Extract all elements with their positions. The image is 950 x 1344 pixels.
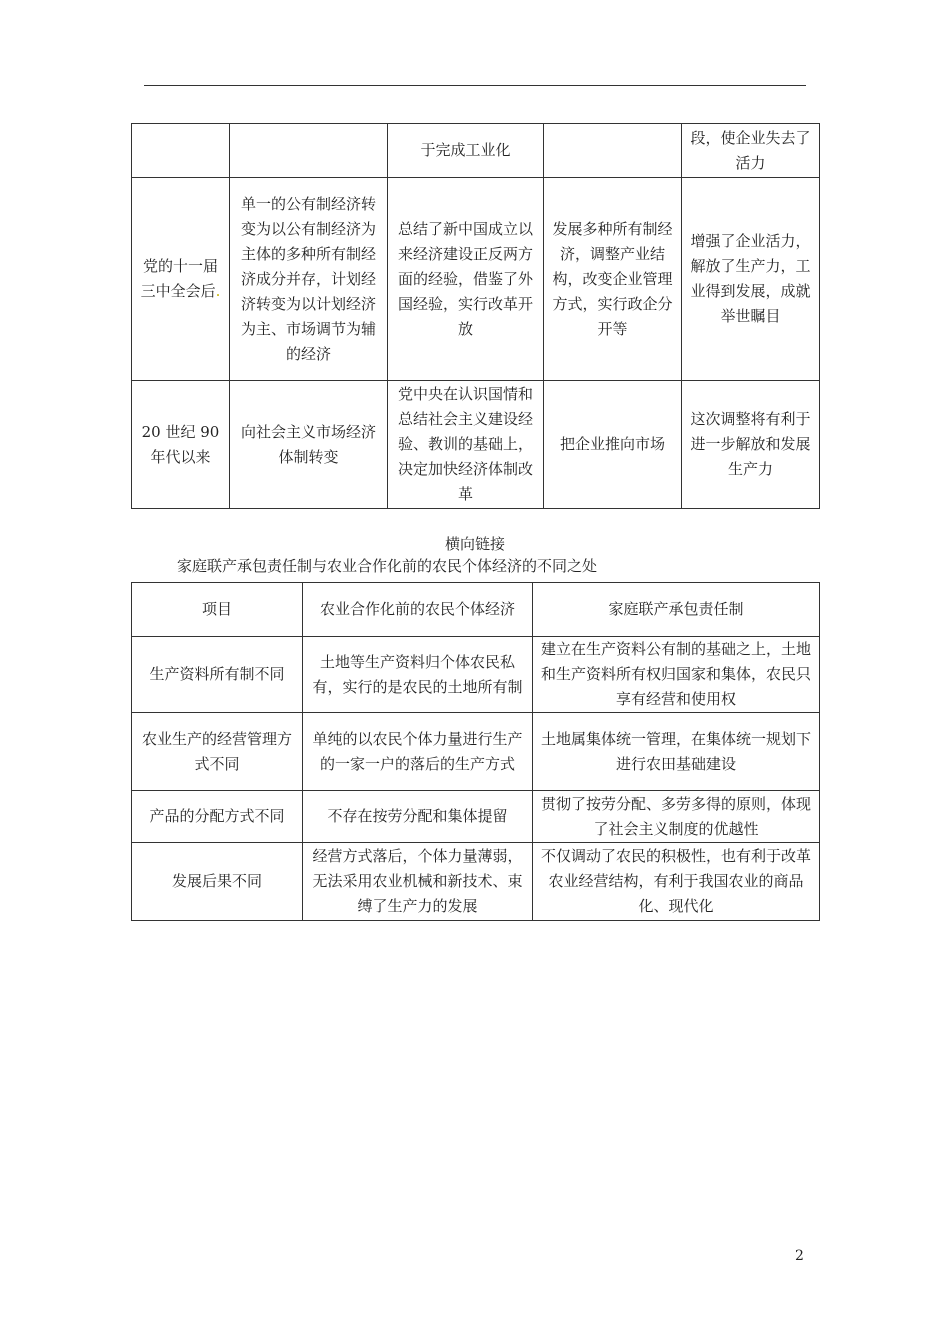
header-rule — [144, 85, 806, 86]
table-cell: 建立在生产资料公有制的基础之上，土地和生产资料所有权归国家和集体，农民只享有经营和使用权 — [533, 637, 820, 713]
table-cell: 把企业推向市场 — [544, 381, 682, 509]
table-row — [132, 381, 820, 509]
table-cell: 发展多种所有制经济，调整产业结构，改变企业管理方式，实行政企分开等 — [544, 178, 682, 381]
table-cell: 单纯的以农民个体力量进行生产的一家一户的落后的生产方式 — [303, 713, 533, 791]
table-cell: 土地属集体统一管理，在集体统一规划下进行农田基础建设 — [533, 713, 820, 791]
table-cell: 段，使企业失去了活力 — [682, 124, 820, 178]
table-row — [132, 637, 820, 713]
page-number: 2 — [795, 1248, 804, 1264]
stray-dot: . — [215, 282, 221, 300]
table-cell: 总结了新中国成立以来经济建设正反两方面的经验，借鉴了外国经验，实行改革开放 — [388, 178, 544, 381]
table-cell: 单一的公有制经济转变为以公有制经济为主体的多种所有制经济成分并存，计划经济转变为以计划经济为主、市场调节为辅的经济 — [230, 178, 388, 381]
table-row — [132, 791, 820, 843]
column-header: 项目 — [132, 583, 303, 637]
table-cell: 贯彻了按劳分配、多劳多得的原则，体现了社会主义制度的优越性 — [533, 791, 820, 843]
column-header: 农业合作化前的农民个体经济 — [303, 583, 533, 637]
table-cell: 生产资料所有制不同 — [132, 637, 303, 713]
table-cell — [544, 124, 682, 178]
table-cell: 20 世纪 90 年代以来 — [132, 381, 230, 509]
table-cell: 增强了企业活力，解放了生产力，工业得到发展，成就举世瞩目 — [682, 178, 820, 381]
table-cell: 于完成工业化 — [388, 124, 544, 178]
table-cell: 产品的分配方式不同 — [132, 791, 303, 843]
table-row — [132, 178, 820, 381]
table-header-row — [132, 583, 820, 637]
table-cell: 经营方式落后，个体力量薄弱，无法采用农业机械和新技术、束缚了生产力的发展 — [303, 843, 533, 921]
table-row — [132, 843, 820, 921]
section-title: 横向链接 — [444, 535, 505, 553]
table-cell: 向社会主义市场经济体制转变 — [230, 381, 388, 509]
table-cell — [132, 124, 230, 178]
period-label: 党的十一届三中全会后 — [140, 257, 218, 300]
table-cell: 这次调整将有利于进一步解放和发展生产力 — [682, 381, 820, 509]
table-cell: 党中央在认识国情和总结社会主义建设经验、教训的基础上，决定加快经济体制改革 — [388, 381, 544, 509]
table-cell: 不仅调动了农民的积极性，也有利于改革农业经营结构，有利于我国农业的商品化、现代化 — [533, 843, 820, 921]
table-row — [132, 124, 820, 178]
table-cell: 发展后果不同 — [132, 843, 303, 921]
table-cell: 不存在按劳分配和集体提留 — [303, 791, 533, 843]
table-cell — [230, 124, 388, 178]
table-row — [132, 713, 820, 791]
table-cell: 土地等生产资料归个体农民私有，实行的是农民的土地所有制 — [303, 637, 533, 713]
section-subtitle: 家庭联产承包责任制与农业合作化前的农民个体经济的不同之处 — [177, 557, 598, 575]
table-cell — [132, 178, 230, 381]
column-header: 家庭联产承包责任制 — [533, 583, 820, 637]
comparison-table — [131, 582, 820, 921]
table-cell: 农业生产的经营管理方式不同 — [132, 713, 303, 791]
economic-reform-table — [131, 123, 820, 509]
